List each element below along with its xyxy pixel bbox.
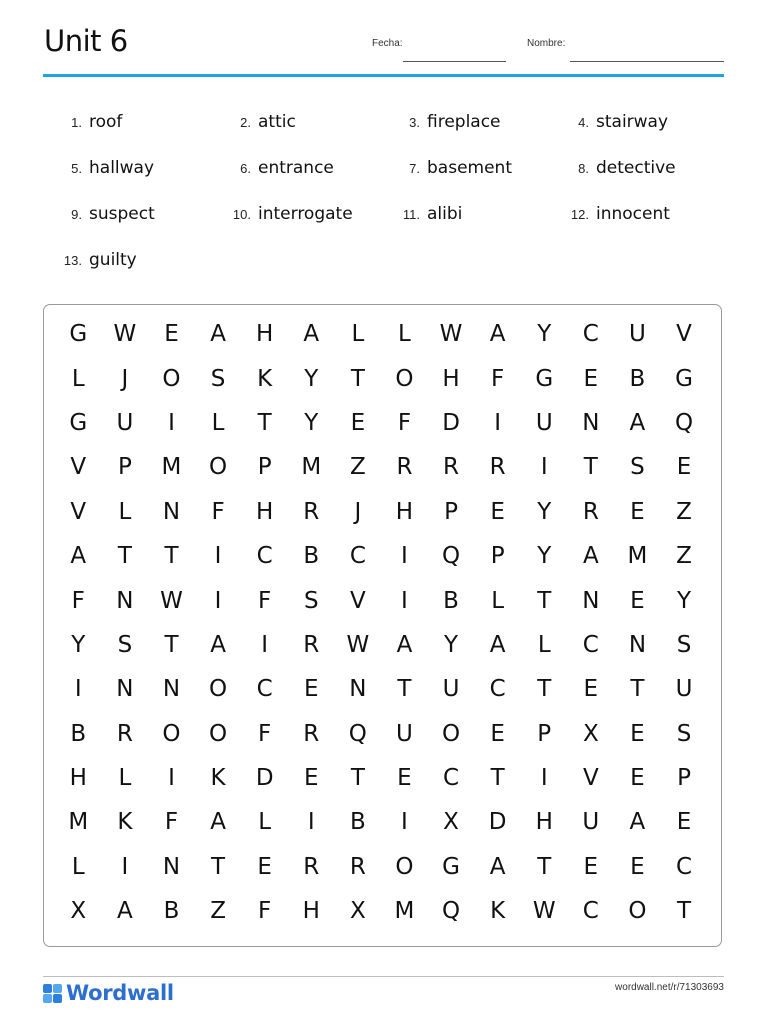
grid-letter[interactable]: E — [583, 676, 599, 703]
grid-letter[interactable]: E — [583, 365, 599, 392]
grid-letter[interactable]: N — [628, 631, 647, 658]
grid-letter[interactable]: S — [676, 720, 692, 747]
word-text: roof — [89, 112, 123, 132]
grid-letter[interactable]: I — [401, 809, 408, 836]
grid-letter[interactable]: C — [443, 765, 460, 792]
grid-letter[interactable]: W — [113, 321, 137, 348]
grid-letter[interactable]: S — [117, 631, 133, 658]
wordwall-logo-icon — [43, 984, 62, 1003]
grid-letter[interactable]: O — [209, 454, 228, 481]
nombre-label: Nombre: — [527, 38, 566, 49]
grid-letter[interactable]: T — [537, 853, 552, 880]
grid-letter[interactable]: X — [70, 898, 87, 925]
grid-letter[interactable]: F — [258, 898, 272, 925]
grid-letter[interactable]: O — [209, 676, 228, 703]
grid-letter[interactable]: A — [396, 631, 413, 658]
grid-letter[interactable]: T — [537, 676, 552, 703]
grid-letter[interactable]: E — [303, 765, 319, 792]
grid-letter[interactable]: Z — [349, 454, 366, 481]
grid-letter[interactable]: S — [303, 587, 319, 614]
grid-letter[interactable]: L — [491, 587, 505, 614]
grid-letter[interactable]: R — [396, 454, 413, 481]
grid-letter[interactable]: I — [74, 676, 82, 703]
word-list-item — [551, 204, 670, 230]
grid-letter[interactable]: A — [582, 543, 599, 570]
grid-letter[interactable]: U — [535, 409, 553, 436]
grid-letter[interactable]: M — [301, 454, 322, 481]
grid-letter[interactable]: A — [210, 321, 226, 348]
grid-letter[interactable]: H — [535, 809, 553, 836]
grid-letter[interactable]: A — [489, 853, 506, 880]
grid-letter[interactable]: E — [676, 454, 692, 481]
word-text: interrogate — [258, 204, 353, 224]
grid-letter[interactable]: L — [398, 321, 411, 348]
grid-letter[interactable]: R — [582, 498, 599, 525]
grid-letter[interactable]: S — [676, 631, 692, 658]
grid-letter[interactable]: C — [582, 321, 599, 348]
word-list-item — [551, 112, 668, 138]
word-list-item — [213, 204, 353, 230]
activity-url: wordwall.net/r/71303693 — [615, 982, 724, 993]
grid-letter[interactable]: B — [349, 809, 366, 836]
grid-letter[interactable]: P — [677, 765, 691, 792]
word-text: guilty — [89, 250, 137, 270]
grid-letter[interactable]: Y — [304, 365, 319, 392]
grid-letter[interactable]: I — [121, 853, 129, 880]
grid-letter[interactable]: M — [161, 454, 182, 481]
word-list-item — [551, 158, 676, 184]
word-number: 12. — [570, 207, 589, 222]
grid-letter[interactable]: C — [256, 543, 273, 570]
grid-letter[interactable]: U — [582, 809, 600, 836]
grid-letter[interactable]: H — [302, 898, 320, 925]
word-list-item — [44, 158, 154, 184]
grid-letter[interactable]: V — [70, 498, 87, 525]
grid-letter[interactable]: H — [395, 498, 414, 525]
grid-letter[interactable]: X — [443, 809, 459, 836]
grid-letter[interactable]: A — [629, 409, 646, 436]
grid-letter[interactable]: W — [439, 321, 463, 348]
grid-letter[interactable]: E — [350, 409, 366, 436]
grid-letter[interactable]: T — [490, 765, 505, 792]
grid-letter[interactable]: D — [442, 409, 460, 436]
grid-letter[interactable]: Y — [304, 409, 319, 436]
grid-letter[interactable]: V — [349, 587, 366, 614]
page-title: Unit 6 — [44, 24, 128, 58]
grid-letter[interactable]: I — [214, 543, 222, 570]
grid-letter[interactable]: E — [164, 321, 179, 348]
grid-letter[interactable]: J — [354, 498, 362, 525]
word-text: fireplace — [427, 112, 501, 132]
grid-letter[interactable]: U — [396, 720, 413, 747]
grid-letter[interactable]: E — [583, 853, 599, 880]
grid-letter[interactable]: E — [676, 809, 692, 836]
grid-letter[interactable]: U — [442, 676, 460, 703]
grid-letter[interactable]: T — [583, 454, 598, 481]
word-search-grid — [55, 312, 707, 933]
grid-letter[interactable]: K — [117, 809, 133, 836]
grid-letter[interactable]: B — [629, 365, 646, 392]
grid-letter[interactable]: Z — [210, 898, 226, 925]
grid-letter[interactable]: O — [209, 720, 228, 747]
brand — [43, 981, 174, 1005]
grid-letter[interactable]: I — [540, 765, 548, 792]
grid-letter[interactable]: Y — [537, 498, 552, 525]
word-number: 4. — [578, 115, 589, 130]
grid-letter[interactable]: E — [630, 587, 645, 614]
grid-letter[interactable]: H — [256, 321, 274, 348]
grid-letter[interactable]: A — [489, 321, 506, 348]
grid-letter[interactable]: W — [346, 631, 370, 658]
grid-letter[interactable]: I — [401, 587, 408, 614]
grid-letter[interactable]: E — [490, 498, 505, 525]
grid-letter[interactable]: F — [164, 809, 179, 836]
nombre-field[interactable] — [570, 61, 724, 62]
grid-letter[interactable]: R — [116, 720, 133, 747]
word-text: stairway — [596, 112, 669, 132]
word-text: hallway — [89, 158, 155, 178]
grid-letter[interactable]: T — [397, 676, 412, 703]
grid-letter[interactable]: T — [211, 853, 226, 880]
grid-letter[interactable]: F — [211, 498, 225, 525]
grid-letter[interactable]: A — [70, 543, 87, 570]
grid-letter[interactable]: R — [443, 454, 460, 481]
grid-letter[interactable]: P — [117, 454, 132, 481]
grid-letter[interactable]: T — [164, 631, 179, 658]
grid-letter[interactable]: E — [397, 765, 412, 792]
grid-letter[interactable]: L — [258, 809, 272, 836]
grid-letter[interactable]: L — [211, 409, 225, 436]
grid-letter[interactable]: B — [163, 898, 180, 925]
word-text: basement — [427, 158, 512, 178]
grid-letter[interactable]: W — [532, 898, 556, 925]
grid-letter[interactable]: Y — [537, 321, 552, 348]
grid-letter[interactable]: R — [349, 853, 366, 880]
grid-letter[interactable]: I — [401, 543, 408, 570]
grid-letter[interactable]: F — [491, 365, 505, 392]
fecha-label: Fecha: — [372, 38, 403, 49]
word-list-item — [44, 204, 155, 230]
grid-letter[interactable]: F — [258, 720, 272, 747]
fecha-field[interactable] — [403, 61, 506, 62]
grid-letter[interactable]: D — [255, 765, 274, 792]
word-number: 7. — [409, 161, 420, 176]
grid-letter[interactable]: O — [395, 853, 414, 880]
grid-letter[interactable]: G — [442, 853, 460, 880]
grid-letter[interactable]: V — [582, 765, 599, 792]
word-list-item — [44, 250, 137, 276]
grid-letter[interactable]: C — [256, 676, 273, 703]
grid-letter[interactable]: T — [537, 587, 552, 614]
grid-letter[interactable]: O — [395, 365, 414, 392]
grid-letter[interactable]: E — [630, 720, 645, 747]
grid-letter[interactable]: I — [307, 809, 315, 836]
grid-letter[interactable]: N — [582, 587, 600, 614]
grid-letter[interactable]: T — [164, 543, 179, 570]
word-text: detective — [596, 158, 676, 178]
grid-letter[interactable]: Z — [676, 498, 692, 525]
grid-letter[interactable]: Y — [71, 631, 86, 658]
grid-letter[interactable]: I — [261, 631, 269, 658]
grid-letter[interactable]: X — [582, 720, 599, 747]
word-number: 1. — [71, 115, 82, 130]
grid-letter[interactable]: Q — [348, 720, 367, 747]
word-list-item — [382, 158, 512, 184]
grid-letter[interactable]: T — [350, 365, 365, 392]
word-text: attic — [258, 112, 296, 132]
grid-letter[interactable]: A — [303, 321, 320, 348]
grid-letter[interactable]: N — [582, 409, 600, 436]
grid-letter[interactable]: T — [630, 676, 645, 703]
header-divider — [43, 74, 724, 77]
word-number: 3. — [409, 115, 420, 130]
grid-letter[interactable]: I — [540, 454, 548, 481]
grid-letter[interactable]: E — [257, 853, 272, 880]
grid-letter[interactable]: E — [630, 765, 645, 792]
grid-letter[interactable]: A — [210, 631, 226, 658]
grid-letter[interactable]: W — [160, 587, 183, 614]
grid-letter[interactable]: J — [121, 365, 129, 392]
grid-letter[interactable]: S — [630, 454, 645, 481]
grid-letter[interactable]: L — [351, 321, 365, 348]
grid-letter[interactable]: T — [350, 765, 365, 792]
grid-letter[interactable]: N — [349, 676, 367, 703]
grid-letter[interactable]: T — [117, 543, 132, 570]
grid-letter[interactable]: T — [676, 898, 692, 925]
grid-letter[interactable]: I — [168, 409, 175, 436]
grid-letter[interactable]: L — [118, 498, 132, 525]
grid-letter[interactable]: C — [582, 631, 599, 658]
grid-letter[interactable]: F — [397, 409, 412, 436]
grid-letter[interactable]: T — [257, 409, 272, 436]
grid-letter[interactable]: D — [488, 809, 507, 836]
grid-letter[interactable]: E — [303, 676, 319, 703]
word-list-item — [44, 112, 122, 138]
grid-letter[interactable]: G — [69, 409, 88, 436]
grid-letter[interactable]: F — [258, 587, 272, 614]
grid-letter[interactable]: I — [214, 587, 222, 614]
grid-letter[interactable]: Q — [441, 898, 461, 925]
footer-divider — [43, 976, 724, 977]
word-list-item — [382, 204, 462, 230]
grid-letter[interactable]: O — [162, 720, 181, 747]
grid-letter[interactable]: L — [71, 853, 85, 880]
grid-letter[interactable]: I — [494, 409, 502, 436]
grid-letter[interactable]: U — [675, 676, 693, 703]
word-number: 13. — [63, 253, 82, 268]
grid-letter[interactable]: O — [162, 365, 181, 392]
grid-letter[interactable]: R — [303, 853, 320, 880]
grid-letter[interactable]: E — [490, 720, 505, 747]
grid-letter[interactable]: A — [489, 631, 506, 658]
grid-letter[interactable]: R — [303, 720, 320, 747]
word-text: alibi — [427, 204, 463, 224]
grid-letter[interactable]: I — [168, 765, 175, 792]
word-list-item — [382, 112, 501, 138]
grid-letter[interactable]: Y — [444, 631, 459, 658]
grid-letter[interactable]: Z — [676, 543, 692, 570]
grid-letter[interactable]: H — [69, 765, 87, 792]
grid-letter[interactable]: C — [489, 676, 506, 703]
grid-letter[interactable]: M — [68, 809, 89, 836]
word-number: 6. — [240, 161, 251, 176]
grid-letter[interactable]: O — [441, 720, 461, 747]
grid-letter[interactable]: N — [116, 676, 134, 703]
word-text: entrance — [258, 158, 334, 178]
grid-letter[interactable]: G — [69, 321, 88, 348]
word-list-item — [213, 112, 296, 138]
grid-letter[interactable]: B — [70, 720, 87, 747]
grid-letter[interactable]: V — [676, 321, 692, 348]
grid-letter[interactable]: H — [256, 498, 274, 525]
grid-letter[interactable]: Q — [441, 543, 461, 570]
grid-letter[interactable]: O — [628, 898, 647, 925]
word-number: 9. — [71, 207, 82, 222]
grid-letter[interactable]: V — [70, 454, 87, 481]
grid-letter[interactable]: Y — [676, 587, 692, 614]
grid-letter[interactable]: U — [629, 321, 646, 348]
grid-letter[interactable]: N — [162, 498, 181, 525]
grid-letter[interactable]: G — [535, 365, 554, 392]
grid-letter[interactable]: A — [629, 809, 646, 836]
word-number: 2. — [240, 115, 251, 130]
grid-letter[interactable]: K — [490, 898, 506, 925]
brand-name: Wordwall — [66, 981, 174, 1005]
word-number: 8. — [578, 161, 589, 176]
grid-letter[interactable]: A — [117, 898, 133, 925]
grid-letter[interactable]: R — [303, 631, 320, 658]
grid-letter[interactable]: R — [303, 498, 320, 525]
grid-letter[interactable]: C — [349, 543, 366, 570]
grid-letter[interactable]: P — [257, 454, 272, 481]
grid-letter[interactable]: H — [442, 365, 460, 392]
grid-letter[interactable]: P — [490, 543, 505, 570]
grid-letter[interactable]: E — [630, 853, 645, 880]
grid-letter[interactable]: P — [537, 720, 552, 747]
word-number: 5. — [71, 161, 82, 176]
grid-letter[interactable]: K — [257, 365, 273, 392]
word-text: suspect — [89, 204, 155, 224]
grid-letter[interactable]: L — [537, 631, 551, 658]
grid-letter[interactable]: E — [630, 498, 645, 525]
grid-letter[interactable]: L — [71, 365, 85, 392]
grid-letter[interactable]: M — [394, 898, 415, 925]
word-list-item — [213, 158, 334, 184]
grid-letter[interactable]: B — [443, 587, 459, 614]
grid-letter[interactable]: A — [210, 809, 226, 836]
grid-letter[interactable]: X — [349, 898, 366, 925]
grid-letter[interactable]: S — [210, 365, 226, 392]
grid-letter[interactable]: N — [162, 853, 181, 880]
grid-letter[interactable]: C — [675, 853, 693, 880]
grid-letter[interactable]: M — [627, 543, 648, 570]
word-number: 11. — [402, 207, 420, 222]
grid-letter[interactable]: N — [116, 587, 134, 614]
grid-letter[interactable]: B — [303, 543, 320, 570]
grid-letter[interactable]: N — [162, 676, 181, 703]
word-number: 10. — [232, 207, 251, 222]
grid-letter[interactable]: Y — [537, 543, 552, 570]
grid-letter[interactable]: L — [118, 765, 132, 792]
grid-letter[interactable]: R — [489, 454, 506, 481]
grid-letter[interactable]: U — [116, 409, 134, 436]
grid-letter[interactable]: G — [675, 365, 693, 392]
grid-letter[interactable]: F — [71, 587, 85, 614]
grid-letter[interactable]: C — [582, 898, 599, 925]
grid-letter[interactable]: P — [444, 498, 458, 525]
grid-letter[interactable]: Q — [674, 409, 694, 436]
grid-letter[interactable]: K — [210, 765, 226, 792]
word-text: innocent — [596, 204, 670, 224]
